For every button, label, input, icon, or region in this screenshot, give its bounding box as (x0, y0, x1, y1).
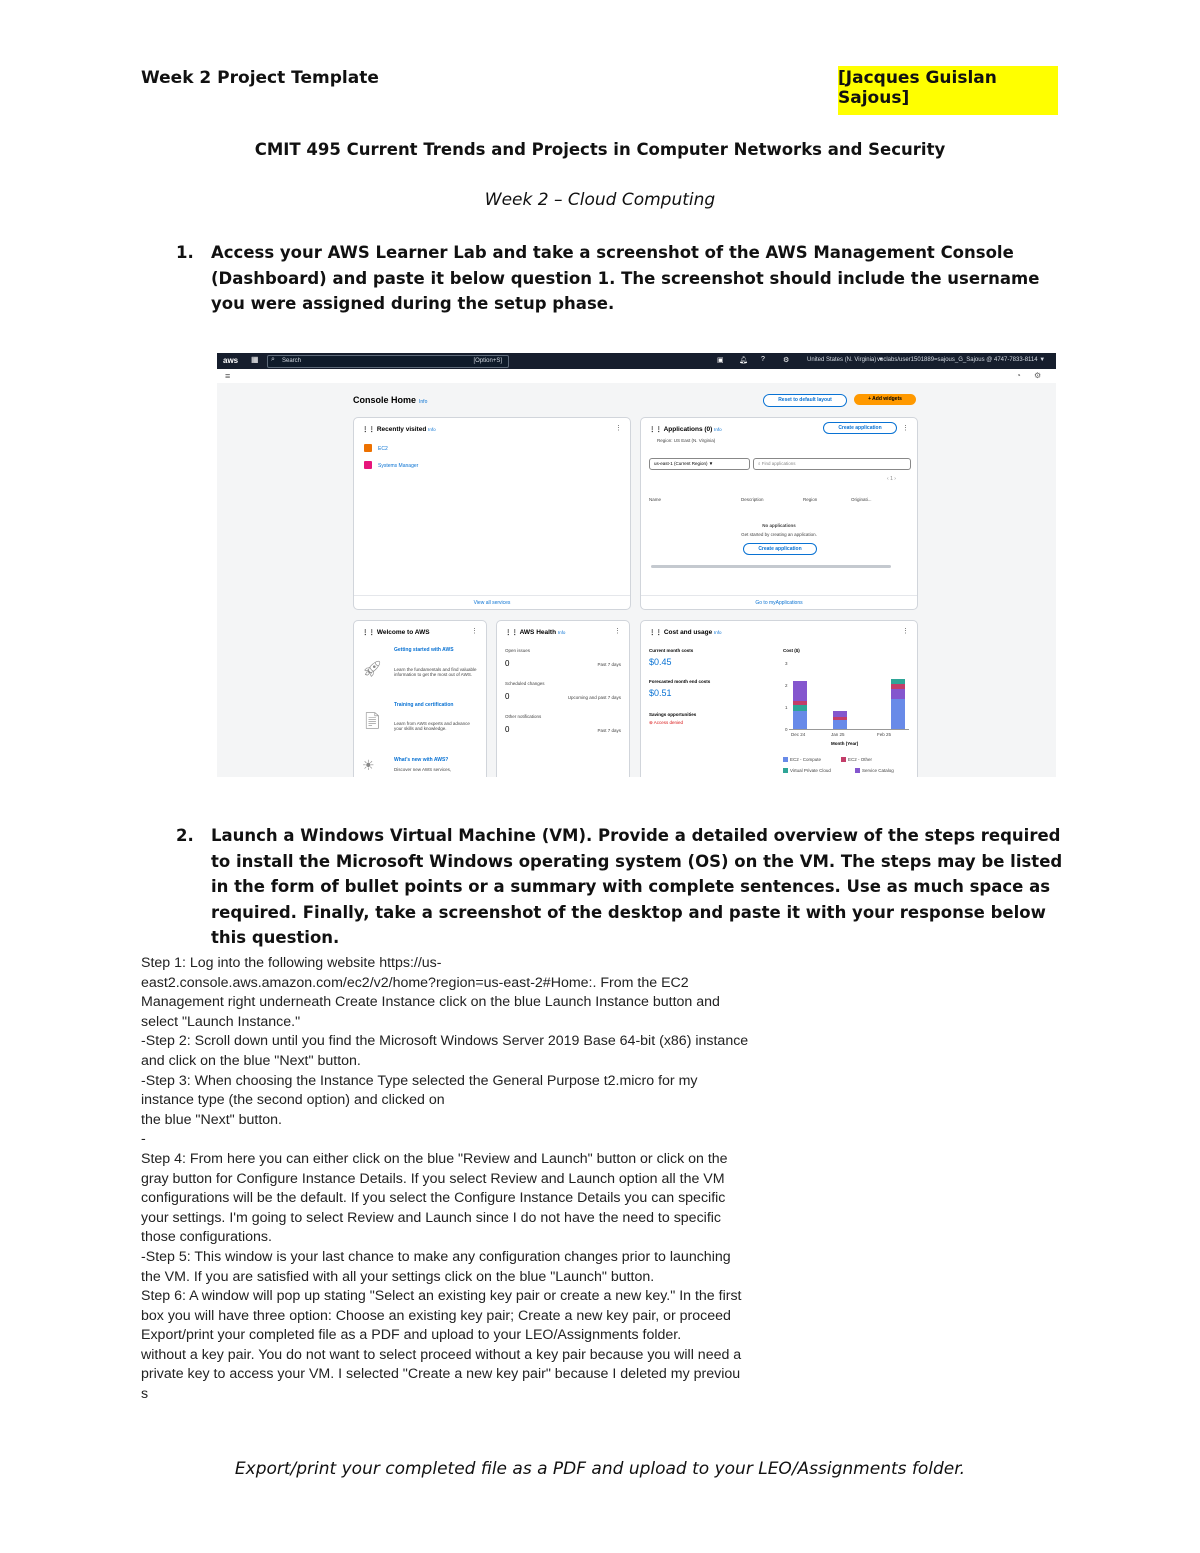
legend-swatch (783, 768, 788, 773)
column-region: Region (803, 497, 818, 502)
info-link: Info (714, 630, 722, 635)
welcome-card (353, 620, 487, 777)
recently-visited-card (353, 417, 631, 610)
savings-label: Savings opportunities (649, 712, 697, 717)
question-1-text: Access your AWS Learner Lab and take a screenshot of the AWS Management Console (Dashboard) and paste it below question 1. The screenshot should include the username you were assigned during the setup phase. (211, 243, 1040, 313)
answer-text: Step 1: Log into the following website https://us- east2.console.aws.amazon.com/ec2/v2/home?region=us-east-2#Home:. From the EC2 Management right underneath Create Instance click on the blue Launch Instance button and select "Launch Instance." -Step 2: Scroll down until you find the Microsoft Windows Server 2019 Base 64-bit (x86) instance and click on the blue "Next" button. -Step 3: When choosing the Instance Type selected the General Purpose t2.micro for my instance type (the second option) and clicked on the blue "Next" button. - Step 4: From here you can either click on the blue "Review and Launch" button or click on the gray button for Configure Instance Details. If you select Review and Launch option all the VM configurations will be the default. If you select the Configure Instance Details you can specific your settings. I'm going to select Review and Launch since I do not have the need to specific those configurations. -Step 5: This window is your last chance to make any configuration changes prior to launching the VM. If you are satisfied with all your settings click on the blue "Launch" button. Step 6: A window will pop up stating "Select an existing key pair or create a new key." In the first box you will have three option: Choose an existing key pair; Create a new key pair, or proceed Export/print your completed file as a PDF and upload to your LEO/Assignments folder. without a key pair. You do not want to select proceed without a key pair because you will need a private key to access your VM. I selected "Create a new key pair" because I deleted my previou s (141, 955, 749, 1403)
legend-label: EC2 - Compute (790, 757, 822, 762)
x-tick: Feb 25 (877, 732, 892, 737)
welcome-item-title: Training and certification (394, 702, 454, 708)
bell-icon: 🔔︎ (739, 357, 748, 364)
ec2-icon (364, 444, 372, 452)
current-month-label: Current month costs (649, 648, 694, 653)
applications-title: ⋮⋮ Applications (0) Info (649, 426, 722, 433)
welcome-item-title: What's new with AWS? (394, 757, 449, 763)
applications-label: Applications (0) (663, 426, 713, 433)
systems-manager-icon (364, 461, 372, 469)
services-grid-icon: ▦ (251, 355, 259, 364)
question-2-number: 2. (176, 826, 194, 845)
question-2 (176, 823, 1066, 951)
create-application-button: Create application (823, 422, 897, 434)
aws-health-label: AWS Health (519, 629, 557, 636)
footer-instruction: Export/print your completed file as a PDF and upload to your LEO/Assignments folder. (234, 1459, 966, 1479)
more-icon: ⋮ (614, 628, 621, 635)
cost-usage-label: Cost and usage (663, 629, 713, 636)
bar-feb-service-catalog (891, 689, 905, 699)
lightbulb-icon: ☀ (362, 757, 375, 773)
health-row-value: 0 (505, 725, 510, 734)
legend-swatch (855, 768, 860, 773)
aws-logo: aws (223, 356, 239, 365)
welcome-item-title: Getting started with AWS (394, 647, 454, 653)
create-application-empty-button: Create application (743, 543, 817, 555)
column-description: Description (741, 497, 764, 502)
health-row-period: Past 7 days (597, 728, 621, 733)
author-name: [Jacques Guislan Sajous] (838, 68, 997, 108)
search-shortcut: [Option+S] (473, 358, 502, 364)
question-1-number: 1. (176, 243, 194, 262)
info-link: Info (428, 427, 436, 432)
info-link: Info (419, 399, 428, 405)
region-selector: United States (N. Virginia) ▼ (807, 357, 884, 363)
access-denied-text: Access denied (653, 720, 684, 725)
x-axis-line (789, 729, 909, 730)
health-row-value: 0 (505, 692, 510, 701)
aws-subbar (217, 369, 1056, 383)
find-applications-placeholder: Find applications (761, 461, 796, 466)
bar-feb-ec2-compute (891, 699, 905, 729)
reset-layout-button: Reset to default layout (763, 394, 847, 407)
notification-icon: ◔ (1016, 371, 1021, 380)
x-tick: Jan 25 (831, 732, 845, 737)
recently-visited-title: ⋮⋮ Recently visited Info (362, 426, 436, 433)
more-icon: ⋮ (471, 628, 478, 635)
console-home-label: Console Home (353, 395, 417, 405)
find-applications-input: ⌕ Find applications (753, 458, 911, 470)
column-origination: Originati... (851, 497, 872, 502)
welcome-item-desc: Learn the fundamentals and find valuable information to get the most out of AWS. (394, 667, 477, 677)
health-row-label: Other notifications (505, 714, 542, 719)
legend-swatch (783, 757, 788, 762)
x-axis-label: Month (Year) (831, 741, 859, 746)
horizontal-scrollbar (651, 565, 891, 568)
health-row-period: Past 7 days (597, 662, 621, 667)
aws-console-screenshot (217, 353, 1056, 777)
pager: ‹ 1 › (887, 476, 896, 482)
health-row-value: 0 (505, 659, 510, 668)
search-icon: ⌕ (271, 356, 275, 363)
account-menu: voclabs/user1501889=sajous_G_Sajous @ 4747-7833-8114 ▼ (877, 357, 1046, 363)
x-tick: Dec 24 (791, 732, 806, 737)
aws-topbar (217, 353, 1056, 369)
page-number: 1 (890, 476, 893, 482)
current-month-value: $0.45 (649, 657, 672, 667)
aws-health-title: ⋮⋮ AWS Health Info (505, 629, 566, 636)
console-home-title (353, 395, 427, 405)
no-applications-text: No applications (762, 523, 796, 528)
settings-icon: ⚙ (1034, 371, 1042, 380)
forecast-value: $0.51 (649, 688, 672, 698)
help-icon: ? (761, 356, 765, 363)
y-tick: 0 (785, 727, 788, 732)
info-link: Info (714, 427, 722, 432)
more-icon: ⋮ (615, 425, 622, 432)
health-row-label: Scheduled changes (505, 681, 545, 686)
legend-label: EC2 - Other (848, 757, 873, 762)
legend-swatch (841, 757, 846, 762)
welcome-label: Welcome to AWS (376, 629, 430, 636)
cost-usage-card (640, 620, 918, 777)
bar-dec-service-catalog (793, 681, 807, 701)
welcome-item-desc: Discover new AWS services, (394, 767, 452, 772)
info-link: Info (557, 630, 566, 635)
more-icon: ⋮ (902, 425, 909, 432)
menu-icon: ≡ (225, 371, 231, 381)
applications-card (640, 417, 918, 610)
no-applications-sub: Get started by creating an application. (741, 532, 817, 537)
y-tick: 1 (785, 705, 788, 710)
bar-dec-ec2-compute (793, 711, 807, 729)
y-tick: 2 (785, 683, 788, 688)
course-title: CMIT 495 Current Trends and Projects in Computer Networks and Security (254, 140, 946, 159)
recent-item: EC2 (378, 446, 388, 452)
question-2-text: Launch a Windows Virtual Machine (VM). Provide a detailed overview of the steps required to install the Microsoft Windows operating system (OS) on the VM. The steps may be listed in the form of bullet points or a summary with complete sentences. Use as much space as required. Finally, take a screenshot of the desktop and paste it with your response below this question. (211, 826, 1063, 947)
gear-icon: ⚙ (783, 357, 790, 364)
week-title: Week 2 – Cloud Computing (484, 190, 716, 210)
forecast-label: Forecasted month end costs (649, 679, 711, 684)
cost-usage-title: ⋮⋮ Cost and usage Info (649, 629, 722, 636)
header-left-title: Week 2 Project Template (141, 68, 379, 88)
aws-search-box (267, 355, 509, 368)
legend-label: Virtual Private Cloud (790, 768, 831, 773)
column-name: Name (649, 497, 662, 502)
question-1 (176, 240, 1066, 317)
savings-value: ⊗ Access denied (649, 720, 684, 725)
recently-visited-label: Recently visited (376, 426, 427, 433)
chart-title: Cost ($) (783, 648, 800, 653)
cloudshell-icon: ▣ (717, 357, 724, 364)
myapplications-link: Go to myApplications (641, 595, 917, 606)
rocket-icon: 🚀︎ (362, 661, 383, 678)
region-select: us-east-1 (Current Region) ▼ (649, 458, 750, 470)
certificate-icon: 📄︎ (362, 713, 383, 730)
search-placeholder: Search (282, 358, 302, 364)
aws-health-card (496, 620, 630, 777)
welcome-item-desc: Learn from AWS experts and advance your skills and knowledge. (394, 721, 470, 731)
health-row-label: Open issues (505, 648, 531, 653)
recent-item: Systems Manager (378, 463, 419, 469)
applications-region: Region: US East (N. Virginia) (657, 438, 716, 443)
legend-label: Service Catalog (862, 768, 894, 773)
add-widgets-button: + Add widgets (854, 394, 916, 405)
bar-jan-ec2-compute (833, 720, 847, 729)
author-highlight (838, 66, 1058, 115)
welcome-title: ⋮⋮ Welcome to AWS (362, 629, 430, 636)
y-tick: 3 (785, 661, 788, 666)
view-all-services-link: View all services (354, 595, 630, 606)
more-icon: ⋮ (902, 628, 909, 635)
health-row-period: Upcoming and past 7 days (567, 695, 621, 700)
